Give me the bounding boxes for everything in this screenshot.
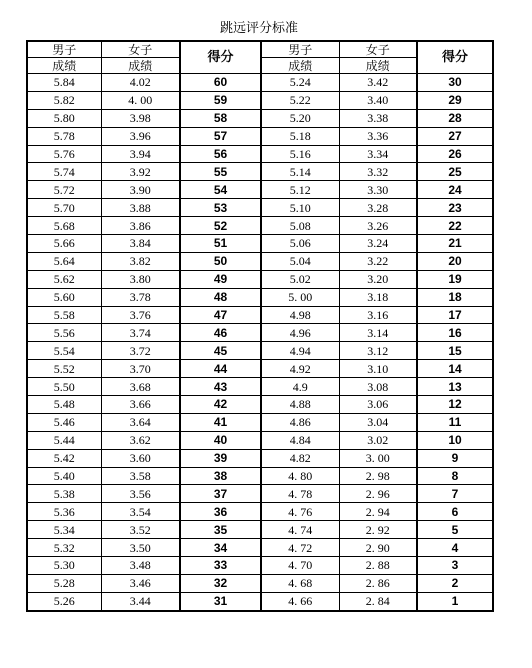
- score-cell: 57: [180, 127, 261, 145]
- male-result-cell: 5.34: [27, 521, 101, 539]
- score-header: 得分: [180, 41, 261, 74]
- score-cell: 26: [417, 145, 493, 163]
- female-result-cell: 3.64: [101, 413, 180, 431]
- male-result-cell: 4. 76: [261, 503, 339, 521]
- male-result-cell: 5.66: [27, 235, 101, 253]
- score-cell: 18: [417, 288, 493, 306]
- table-row: [27, 181, 493, 199]
- female-result-cell: 3.46: [101, 574, 180, 592]
- table-row: [27, 342, 493, 360]
- score-cell: 59: [180, 91, 261, 109]
- male-result-cell: 4. 80: [261, 467, 339, 485]
- male-result-cell: 4.86: [261, 413, 339, 431]
- table-row: [27, 74, 493, 92]
- table-row: [27, 127, 493, 145]
- score-cell: 48: [180, 288, 261, 306]
- score-cell: 58: [180, 109, 261, 127]
- score-cell: 31: [180, 592, 261, 610]
- male-result-cell: 5.62: [27, 270, 101, 288]
- score-cell: 30: [417, 74, 493, 92]
- score-cell: 17: [417, 306, 493, 324]
- female-result-cell: 3.86: [101, 217, 180, 235]
- female-result-cell: 3.50: [101, 539, 180, 557]
- male-result-cell: 5.74: [27, 163, 101, 181]
- male-result-cell: 5.26: [27, 592, 101, 610]
- female-result-cell: 3.16: [339, 306, 417, 324]
- table-row: [27, 360, 493, 378]
- table-row: [27, 324, 493, 342]
- male-result-cell: 5.06: [261, 235, 339, 253]
- table-row: [27, 163, 493, 181]
- score-cell: 56: [180, 145, 261, 163]
- male-result-cell: 4.92: [261, 360, 339, 378]
- male-result-cell: 5.40: [27, 467, 101, 485]
- male-result-cell: 4.84: [261, 431, 339, 449]
- female-result-cell: 3.82: [101, 252, 180, 270]
- female-result-cell: 3.66: [101, 396, 180, 414]
- female-result-cell: 3.70: [101, 360, 180, 378]
- male-result-cell: 4.98: [261, 306, 339, 324]
- score-cell: 45: [180, 342, 261, 360]
- score-cell: 29: [417, 91, 493, 109]
- male-result-cell: 4. 74: [261, 521, 339, 539]
- female-result-cell: 3.26: [339, 217, 417, 235]
- male-result-header-bottom: 成绩: [261, 58, 339, 74]
- male-result-cell: 5.46: [27, 413, 101, 431]
- male-result-cell: 5.84: [27, 74, 101, 92]
- female-result-cell: 3.98: [101, 109, 180, 127]
- male-result-cell: 4.82: [261, 449, 339, 467]
- female-result-cell: 3. 00: [339, 449, 417, 467]
- male-result-cell: 5.08: [261, 217, 339, 235]
- female-result-cell: 2. 98: [339, 467, 417, 485]
- male-result-cell: 5.12: [261, 181, 339, 199]
- male-result-cell: 5.58: [27, 306, 101, 324]
- score-cell: 23: [417, 199, 493, 217]
- female-result-cell: 3.88: [101, 199, 180, 217]
- table-row: [27, 91, 493, 109]
- female-result-cell: 3.20: [339, 270, 417, 288]
- score-cell: 19: [417, 270, 493, 288]
- female-result-cell: 3.96: [101, 127, 180, 145]
- female-result-cell: 4. 00: [101, 91, 180, 109]
- score-cell: 46: [180, 324, 261, 342]
- score-cell: 8: [417, 467, 493, 485]
- score-cell: 1: [417, 592, 493, 610]
- score-cell: 16: [417, 324, 493, 342]
- table-row: [27, 199, 493, 217]
- female-result-cell: 2. 86: [339, 574, 417, 592]
- score-cell: 49: [180, 270, 261, 288]
- score-cell: 42: [180, 396, 261, 414]
- female-result-cell: 3.12: [339, 342, 417, 360]
- female-result-header-top: 女子: [339, 41, 417, 58]
- male-result-cell: 4. 72: [261, 539, 339, 557]
- score-cell: 6: [417, 503, 493, 521]
- score-cell: 40: [180, 431, 261, 449]
- table-row: [27, 539, 493, 557]
- table-row: [27, 288, 493, 306]
- female-result-header-top: 女子: [101, 41, 180, 58]
- score-cell: 2: [417, 574, 493, 592]
- female-result-cell: 3.04: [339, 413, 417, 431]
- table-row: [27, 413, 493, 431]
- female-result-cell: 2. 92: [339, 521, 417, 539]
- table-row: [27, 145, 493, 163]
- score-cell: 21: [417, 235, 493, 253]
- score-cell: 33: [180, 557, 261, 575]
- score-cell: 24: [417, 181, 493, 199]
- score-cell: 3: [417, 557, 493, 575]
- table-row: [27, 431, 493, 449]
- score-cell: 14: [417, 360, 493, 378]
- score-cell: 10: [417, 431, 493, 449]
- male-result-cell: 5.70: [27, 199, 101, 217]
- male-result-cell: 5.56: [27, 324, 101, 342]
- female-result-cell: 2. 90: [339, 539, 417, 557]
- female-result-cell: 3.38: [339, 109, 417, 127]
- table-row: [27, 217, 493, 235]
- female-result-cell: 3.62: [101, 431, 180, 449]
- table-row: [27, 109, 493, 127]
- table-row: [27, 485, 493, 503]
- female-result-cell: 3.02: [339, 431, 417, 449]
- male-result-cell: 4.9: [261, 378, 339, 396]
- male-result-cell: 5.54: [27, 342, 101, 360]
- female-result-cell: 3.36: [339, 127, 417, 145]
- document-page: [26, 18, 492, 612]
- female-result-cell: 3.54: [101, 503, 180, 521]
- score-cell: 4: [417, 539, 493, 557]
- female-result-cell: 3.18: [339, 288, 417, 306]
- score-cell: 20: [417, 252, 493, 270]
- male-result-cell: 5. 00: [261, 288, 339, 306]
- male-result-cell: 5.52: [27, 360, 101, 378]
- male-result-cell: 5.14: [261, 163, 339, 181]
- table-row: [27, 557, 493, 575]
- female-result-cell: 4.02: [101, 74, 180, 92]
- female-result-cell: 3.92: [101, 163, 180, 181]
- score-cell: 39: [180, 449, 261, 467]
- female-result-cell: 3.68: [101, 378, 180, 396]
- female-result-cell: 3.52: [101, 521, 180, 539]
- male-result-cell: 4.96: [261, 324, 339, 342]
- score-cell: 7: [417, 485, 493, 503]
- score-cell: 5: [417, 521, 493, 539]
- male-result-cell: 5.30: [27, 557, 101, 575]
- female-result-header-bottom: 成绩: [101, 58, 180, 74]
- male-result-cell: 5.28: [27, 574, 101, 592]
- male-result-cell: 5.80: [27, 109, 101, 127]
- male-result-cell: 5.24: [261, 74, 339, 92]
- female-result-cell: 3.80: [101, 270, 180, 288]
- male-result-cell: 5.18: [261, 127, 339, 145]
- female-result-cell: 3.44: [101, 592, 180, 610]
- male-result-header-top: 男子: [27, 41, 101, 58]
- male-result-cell: 4.88: [261, 396, 339, 414]
- score-cell: 28: [417, 109, 493, 127]
- score-cell: 43: [180, 378, 261, 396]
- female-result-cell: 3.78: [101, 288, 180, 306]
- male-result-header-bottom: 成绩: [27, 58, 101, 74]
- female-result-cell: 3.28: [339, 199, 417, 217]
- male-result-cell: 5.36: [27, 503, 101, 521]
- score-cell: 50: [180, 252, 261, 270]
- page-title: 跳远评分标准: [219, 21, 298, 36]
- score-standard-table: [26, 40, 494, 612]
- table-row: [27, 521, 493, 539]
- male-result-cell: 4. 66: [261, 592, 339, 610]
- male-result-cell: 5.20: [261, 109, 339, 127]
- male-result-cell: 5.72: [27, 181, 101, 199]
- table-row: [27, 252, 493, 270]
- score-cell: 51: [180, 235, 261, 253]
- male-result-cell: 5.38: [27, 485, 101, 503]
- table-row: [27, 378, 493, 396]
- female-result-cell: 3.14: [339, 324, 417, 342]
- table-row: [27, 449, 493, 467]
- score-cell: 22: [417, 217, 493, 235]
- female-result-cell: 3.84: [101, 235, 180, 253]
- female-result-header-bottom: 成绩: [339, 58, 417, 74]
- male-result-cell: 5.78: [27, 127, 101, 145]
- score-cell: 15: [417, 342, 493, 360]
- male-result-cell: 5.04: [261, 252, 339, 270]
- female-result-cell: 3.34: [339, 145, 417, 163]
- female-result-cell: 3.42: [339, 74, 417, 92]
- female-result-cell: 3.40: [339, 91, 417, 109]
- male-result-cell: 5.64: [27, 252, 101, 270]
- female-result-cell: 2. 96: [339, 485, 417, 503]
- female-result-cell: 2. 84: [339, 592, 417, 610]
- female-result-cell: 3.48: [101, 557, 180, 575]
- male-result-cell: 5.22: [261, 91, 339, 109]
- female-result-cell: 3.10: [339, 360, 417, 378]
- score-cell: 35: [180, 521, 261, 539]
- female-result-cell: 3.60: [101, 449, 180, 467]
- score-cell: 38: [180, 467, 261, 485]
- female-result-cell: 3.22: [339, 252, 417, 270]
- female-result-cell: 3.94: [101, 145, 180, 163]
- score-cell: 53: [180, 199, 261, 217]
- table-row: [27, 270, 493, 288]
- male-result-header-top: 男子: [261, 41, 339, 58]
- female-result-cell: 2. 88: [339, 557, 417, 575]
- score-cell: 60: [180, 74, 261, 92]
- score-cell: 41: [180, 413, 261, 431]
- score-cell: 11: [417, 413, 493, 431]
- male-result-cell: 5.68: [27, 217, 101, 235]
- female-result-cell: 3.32: [339, 163, 417, 181]
- male-result-cell: 5.16: [261, 145, 339, 163]
- table-row: [27, 306, 493, 324]
- male-result-cell: 5.44: [27, 431, 101, 449]
- male-result-cell: 5.02: [261, 270, 339, 288]
- score-cell: 32: [180, 574, 261, 592]
- female-result-cell: 3.58: [101, 467, 180, 485]
- table-row: [27, 396, 493, 414]
- male-result-cell: 4. 70: [261, 557, 339, 575]
- score-header: 得分: [417, 41, 493, 74]
- female-result-cell: 3.08: [339, 378, 417, 396]
- female-result-cell: 2. 94: [339, 503, 417, 521]
- score-cell: 27: [417, 127, 493, 145]
- score-cell: 12: [417, 396, 493, 414]
- female-result-cell: 3.90: [101, 181, 180, 199]
- score-cell: 13: [417, 378, 493, 396]
- male-result-cell: 5.82: [27, 91, 101, 109]
- male-result-cell: 5.60: [27, 288, 101, 306]
- table-row: [27, 235, 493, 253]
- score-cell: 25: [417, 163, 493, 181]
- score-cell: 55: [180, 163, 261, 181]
- female-result-cell: 3.56: [101, 485, 180, 503]
- score-cell: 34: [180, 539, 261, 557]
- male-result-cell: 5.32: [27, 539, 101, 557]
- female-result-cell: 3.72: [101, 342, 180, 360]
- female-result-cell: 3.24: [339, 235, 417, 253]
- table-row: [27, 592, 493, 610]
- male-result-cell: 4. 68: [261, 574, 339, 592]
- score-cell: 44: [180, 360, 261, 378]
- table-row: [27, 467, 493, 485]
- header-row: [27, 41, 493, 58]
- score-cell: 37: [180, 485, 261, 503]
- score-cell: 47: [180, 306, 261, 324]
- table-row: [27, 574, 493, 592]
- score-cell: 52: [180, 217, 261, 235]
- male-result-cell: 5.50: [27, 378, 101, 396]
- male-result-cell: 5.76: [27, 145, 101, 163]
- male-result-cell: 4. 78: [261, 485, 339, 503]
- male-result-cell: 5.10: [261, 199, 339, 217]
- male-result-cell: 4.94: [261, 342, 339, 360]
- female-result-cell: 3.74: [101, 324, 180, 342]
- table-row: [27, 503, 493, 521]
- female-result-cell: 3.06: [339, 396, 417, 414]
- male-result-cell: 5.48: [27, 396, 101, 414]
- score-cell: 36: [180, 503, 261, 521]
- female-result-cell: 3.30: [339, 181, 417, 199]
- female-result-cell: 3.76: [101, 306, 180, 324]
- score-cell: 9: [417, 449, 493, 467]
- score-cell: 54: [180, 181, 261, 199]
- male-result-cell: 5.42: [27, 449, 101, 467]
